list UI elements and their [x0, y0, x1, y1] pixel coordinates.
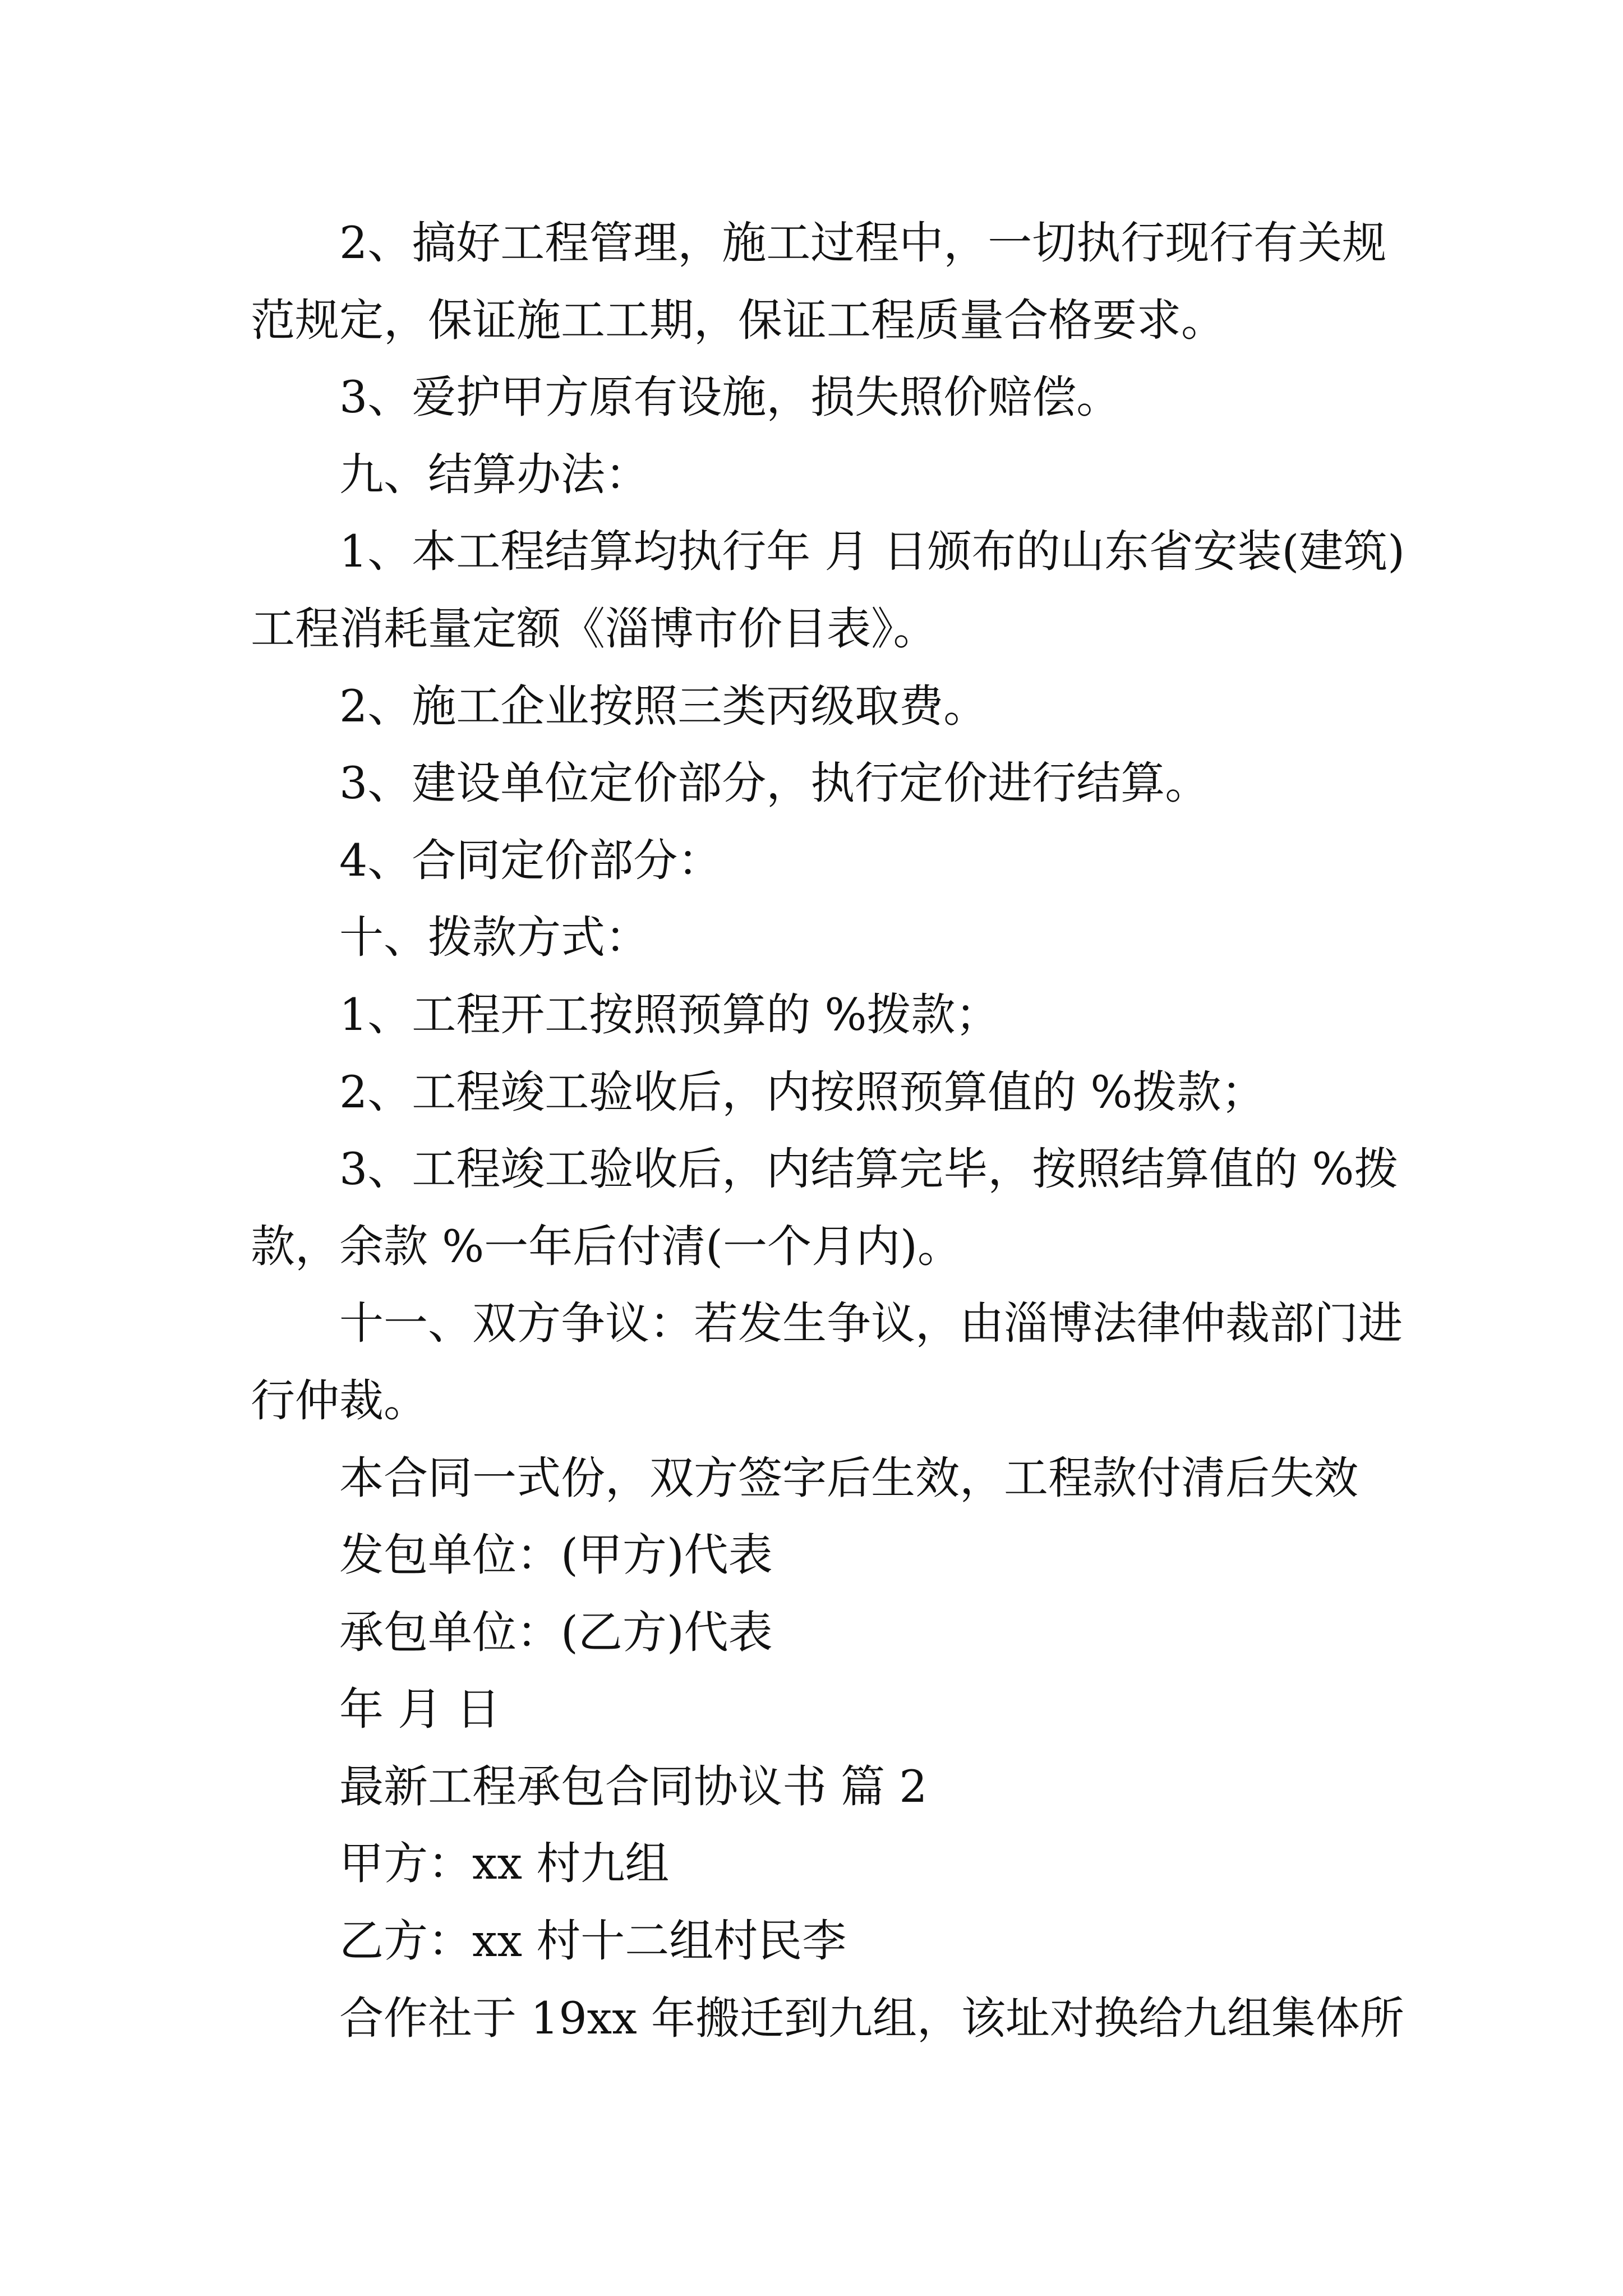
paragraph-line: 3、建设单位定价部分，执行定价进行结算。: [339, 757, 1210, 809]
paragraph-line: 十一、双方争议：若发生争议，由淄博法律仲裁部门进: [339, 1297, 1403, 1350]
signature-party-b: [251, 1594, 1395, 1672]
signature-line: 发包单位：(甲方)代表: [339, 1529, 773, 1581]
section-heading: 十、拨款方式：: [339, 912, 649, 964]
party-a-line: [251, 1825, 1395, 1903]
paragraph-line: 4、合同定价部分：: [339, 834, 722, 886]
paragraph-protect-facilities: [251, 359, 1395, 436]
signature-party-a: [251, 1517, 1395, 1594]
paragraph-settlement-standard: [251, 513, 1405, 668]
paragraph-line: 范规定，保证施工工期，保证工程质量合格要求。: [251, 294, 1225, 346]
party-b-line: [251, 1903, 1395, 1980]
paragraph-line: 合作社于 19xx 年搬迁到九组，该址对换给九组集体所: [339, 1992, 1404, 2044]
paragraph-owner-pricing: [251, 745, 1395, 822]
paragraph-disputes: [251, 1285, 1403, 1439]
signature-date: [251, 1671, 1395, 1749]
paragraph-line: 乙方：xx 村十二组村民李: [339, 1915, 847, 1967]
paragraph-line: 款，余款 %一年后付清(一个月内)。: [251, 1220, 962, 1272]
subtitle-line: 最新工程承包合同协议书 篇 2: [339, 1760, 928, 1812]
section-heading: 九、结算办法：: [339, 448, 649, 500]
paragraph-line: 2、搞好工程管理，施工过程中，一切执行现行有关规: [339, 217, 1387, 269]
paragraph-payment-final: [251, 1131, 1399, 1285]
document-subtitle: [251, 1749, 1395, 1826]
paragraph-contract-pricing: [251, 822, 1395, 900]
paragraph-line: 1、本工程结算均执行年 月 日颁布的山东省安装(建筑): [339, 526, 1405, 578]
paragraph-fee-grade: [251, 668, 1395, 746]
paragraph-payment-completion: [251, 1054, 1395, 1131]
paragraph-cooperative-history: [251, 1980, 1404, 2058]
paragraph-management-requirements: [251, 205, 1395, 359]
paragraph-line: 3、爱护甲方原有设施，损失照价赔偿。: [339, 371, 1121, 424]
signature-line: 承包单位：(乙方)代表: [339, 1606, 773, 1658]
paragraph-line: 行仲裁。: [251, 1374, 428, 1427]
paragraph-line: 本合同一式份，双方签字后生效，工程款付清后失效: [339, 1452, 1358, 1504]
paragraph-line: 1、工程开工按照预算的 %拨款；: [339, 988, 1000, 1041]
paragraph-line: 2、工程竣工验收后，内按照预算值的 %拨款；: [339, 1066, 1266, 1118]
paragraph-line: 工程消耗量定额《淄博市价目表》。: [251, 602, 938, 655]
paragraph-line: 3、工程竣工验收后，内结算完毕，按照结算值的 %拨: [339, 1143, 1399, 1195]
paragraph-payment-start: [251, 977, 1395, 1054]
date-line: 年 月 日: [339, 1683, 501, 1736]
paragraph-line: 甲方：xx 村九组: [339, 1838, 670, 1890]
document-body: [251, 205, 1405, 2057]
paragraph-line: 2、施工企业按照三类丙级取费。: [339, 680, 988, 732]
section-heading-payment: [251, 899, 1395, 977]
section-heading-settlement: [251, 436, 1395, 514]
paragraph-validity: [251, 1440, 1395, 1517]
